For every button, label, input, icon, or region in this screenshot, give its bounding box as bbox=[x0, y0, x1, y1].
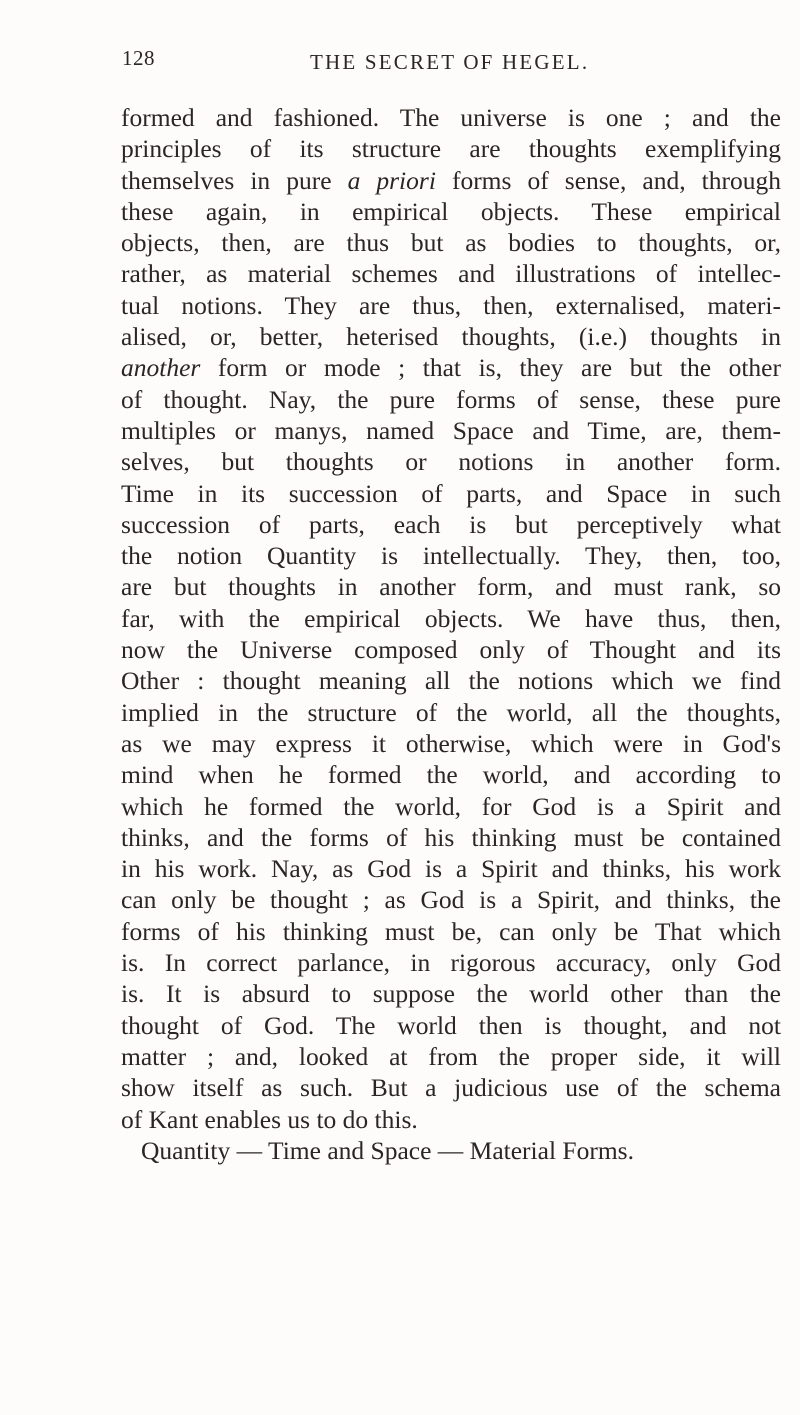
text-line: multiples or manys, named Space and Time, are, them- bbox=[121, 415, 781, 445]
text-line: rather, as material schemes and illustrations of intellec- bbox=[121, 259, 781, 289]
text-line: another form or mode ; that is, they are but the other bbox=[121, 353, 781, 383]
text-line: forms of his thinking must be, can only be That which bbox=[121, 916, 781, 946]
text-line: these again, in empirical objects. These empirical bbox=[121, 196, 781, 226]
text-line: alised, or, better, heterised thoughts, (i.e.) thoughts in bbox=[121, 322, 781, 352]
text-line: which he formed the world, for God is a Spirit and bbox=[121, 791, 781, 821]
text-line: Time in its succession of parts, and Space in such bbox=[121, 478, 781, 508]
page-header bbox=[0, 38, 800, 78]
running-title: THE SECRET OF HEGEL. bbox=[310, 50, 590, 74]
italic-phrase: another bbox=[121, 353, 201, 383]
text-line: objects, then, are thus but as bodies to thoughts, or, bbox=[121, 228, 781, 258]
text-line: matter ; and, looked at from the proper side, it will bbox=[121, 1041, 781, 1071]
text-line: as we may express it otherwise, which were in God's bbox=[121, 728, 781, 758]
text-line: mind when he formed the world, and according to bbox=[121, 760, 781, 790]
body-text bbox=[121, 102, 781, 1166]
text-line: far, with the empirical objects. We have thus, then, bbox=[121, 603, 781, 633]
section-summary-heading: Quantity — Time and Space — Material Forms. bbox=[141, 1135, 634, 1165]
text-line: are but thoughts in another form, and must rank, so bbox=[121, 572, 781, 602]
text-line: formed and fashioned. The universe is one ; and the bbox=[121, 103, 781, 132]
text-line: selves, but thoughts or notions in another form. bbox=[121, 447, 781, 477]
text-line: thought of God. The world then is thought, and not bbox=[121, 1010, 781, 1040]
text-line: Other : thought meaning all the notions which we find bbox=[121, 666, 781, 696]
text-line: is. In correct parlance, in rigorous accuracy, only God bbox=[121, 948, 781, 978]
italic-phrase: a priori bbox=[347, 165, 436, 195]
text-line: can only be thought ; as God is a Spirit, and thinks, the bbox=[121, 885, 781, 915]
text-line: of thought. Nay, the pure forms of sense, these pure bbox=[121, 384, 781, 414]
text-line: implied in the structure of the world, all the thoughts, bbox=[121, 697, 781, 727]
text-line: now the Universe composed only of Thought and its bbox=[121, 635, 781, 665]
text-line: themselves in pure a priori forms of sense, and, through bbox=[121, 165, 781, 195]
text-line: of Kant enables us to do this. bbox=[121, 1104, 418, 1134]
text-line: the notion Quantity is intellectually. They, then, too, bbox=[121, 541, 781, 571]
text-line: thinks, and the forms of his thinking must be contained bbox=[121, 822, 781, 852]
text-line: succession of parts, each is but perceptively what bbox=[121, 509, 781, 539]
text-line: principles of its structure are thoughts exemplifying bbox=[121, 134, 781, 164]
text-line: show itself as such. But a judicious use of the schema bbox=[121, 1073, 781, 1103]
text-line: in his work. Nay, as God is a Spirit and thinks, his work bbox=[121, 854, 781, 884]
text-line: is. It is absurd to suppose the world other than the bbox=[121, 979, 781, 1009]
text-line: tual notions. They are thus, then, externalised, materi- bbox=[121, 290, 781, 320]
page-number: 128 bbox=[122, 46, 155, 70]
